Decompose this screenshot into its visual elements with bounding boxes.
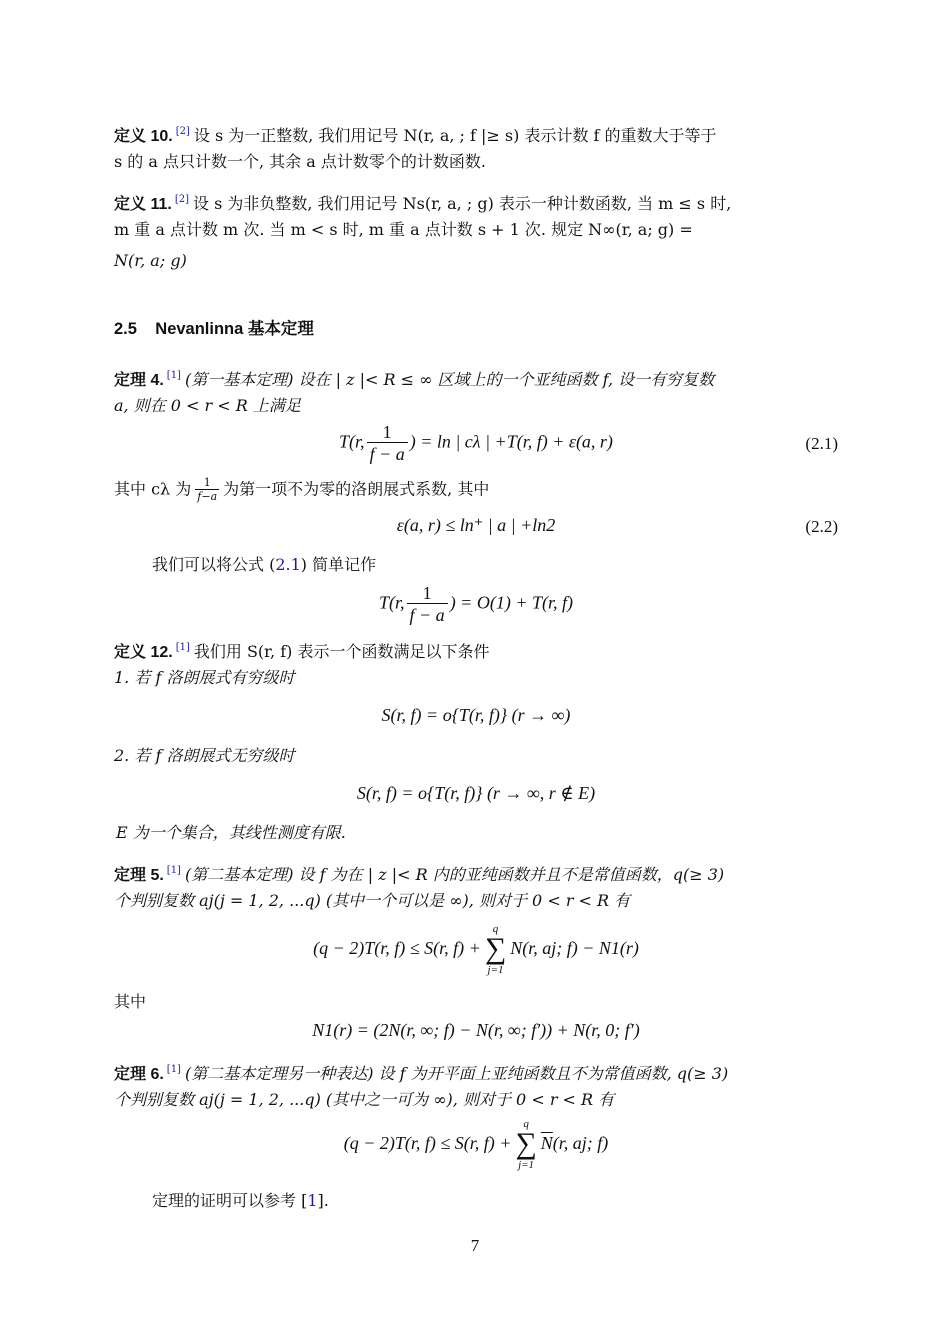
thm5-text-1: (第二基本定理) 设 f 为在 | z |< R 内的亚纯函数并且不是常值函数，q(≥ 3)	[184, 865, 725, 884]
thm6-inequality	[114, 1118, 838, 1172]
equation-2-2: ε(a, r) ≤ ln⁺ | a | +ln2	[396, 515, 556, 535]
proof-ref-b: ].	[317, 1191, 329, 1210]
thm6-label: 定理 6.	[114, 1066, 164, 1083]
equation-2-1	[114, 422, 838, 465]
proof-ref-link[interactable]: 1	[307, 1191, 318, 1210]
eq1-rhs: ) = ln | cλ | +T(r, f) + ε(a, r)	[409, 431, 613, 452]
thm5-label: 定理 5.	[114, 867, 164, 884]
def12-equation-1: S(r, f) = o{T(r, f)} (r → ∞)	[381, 705, 571, 725]
thm4-inline-fraction	[195, 477, 219, 503]
thm5-where: 其中	[114, 992, 147, 1011]
thm6-line1	[114, 1059, 728, 1086]
sum-upper: q	[492, 923, 499, 935]
inline-frac-numerator: 1	[203, 476, 211, 489]
thm4-line1	[114, 365, 714, 392]
proof-ref-a: 定理的证明可以参考 [	[152, 1191, 308, 1210]
summation-sign-2: q ∑ j=1	[515, 1118, 537, 1171]
inline-frac-denominator: f−a	[197, 490, 218, 503]
eq1-fraction	[367, 422, 408, 465]
eq3-rhs: ) = O(1) + T(r, f)	[449, 592, 573, 613]
formula-note-b: ) 简单记作	[300, 555, 377, 574]
thm5-line1	[114, 860, 724, 887]
def10-citation[interactable]: [2]	[175, 126, 190, 137]
section-number: 2.5	[114, 320, 137, 338]
sum2-lower: j=1	[518, 1159, 535, 1171]
thm5-inequality	[114, 923, 838, 977]
eq1-numerator: 1	[382, 422, 392, 442]
thm6-text-1: (第二基本定理另一种表达) 设 f 为开平面上亚纯函数且不为常值函数, q(≥ 3)	[184, 1064, 729, 1083]
sum2-upper: q	[523, 1118, 529, 1130]
section-heading	[114, 315, 314, 339]
def12-item1: 1. 若 f 洛朗展式有穷级时	[114, 668, 295, 687]
eq3-fraction	[407, 583, 448, 626]
def11-label: 定义 11.	[114, 196, 172, 213]
def11-citation[interactable]: [2]	[174, 194, 189, 205]
thm6-citation[interactable]: [1]	[166, 1064, 181, 1075]
equation-short	[114, 583, 838, 626]
formula-note-a: 我们可以将公式 (	[152, 555, 276, 574]
eq1-denominator: f − a	[367, 442, 408, 465]
thm4-label: 定理 4.	[114, 372, 164, 389]
thm5-line2: 个判别复数 aj(j = 1, 2, ...q) (其中一个可以是 ∞), 则对于 0 < r < R 有	[114, 891, 631, 910]
summation-sign: q ∑ j=1	[484, 923, 507, 976]
thm5-equation-2: N1(r) = (2N(r, ∞; f) − N(r, ∞; f′)) + N(r, 0; f′)	[312, 1020, 640, 1040]
thm4-line3	[114, 477, 489, 503]
eq2-number: (2.2)	[805, 517, 838, 536]
def10-text-1: 设 s 为一正整数, 我们用记号 N(r, a, ; f |≥ s) 表示计数 f 的重数大于等于	[193, 126, 717, 145]
thm6-eq-lhs: (q − 2)T(r, f) ≤ S(r, f) +	[343, 1133, 512, 1154]
def11-line2: m 重 a 点计数 m 次. 当 m < s 时, m 重 a 点计数 s + 1 次. 规定 N∞(r, a; g) =	[114, 220, 693, 239]
formula-note	[152, 554, 376, 576]
def12-text-1: 我们用 S(r, f) 表示一个函数满足以下条件	[193, 642, 490, 661]
def10-line1	[114, 121, 717, 148]
proof-reference	[152, 1190, 329, 1212]
thm6-eq-nbar: $\overline{N}$	[540, 1133, 553, 1154]
eq1-number: (2.1)	[805, 434, 838, 453]
thm5-eq-rhs: N(r, aj; f) − N1(r)	[510, 938, 639, 959]
def12-citation[interactable]: [1]	[175, 642, 190, 653]
def12-label: 定义 12.	[114, 644, 173, 661]
def10-label: 定义 10.	[114, 128, 173, 145]
eq3-lhs: T(r,	[379, 592, 405, 613]
thm6-eq-rhs: (r, aj; f)	[552, 1133, 609, 1154]
thm4-text-1: (第一基本定理) 设在 | z |< R ≤ ∞ 区域上的一个亚纯函数 f, 设一有穷复数	[184, 370, 715, 389]
thm4-line3-b: 为第一项不为零的洛朗展式系数, 其中	[223, 479, 490, 499]
def11-line1	[114, 189, 731, 216]
sum-lower: j=1	[487, 964, 504, 976]
def10-line2: s 的 a 点只计数一个, 其余 a 点计数零个的计数函数.	[114, 152, 486, 171]
def11-line3: N(r, a; g)	[114, 251, 187, 270]
eq3-numerator: 1	[422, 583, 432, 603]
thm6-line2: 个判别复数 aj(j = 1, 2, ...q) (其中之一可为 ∞), 则对于 0 < r < R 有	[114, 1090, 615, 1109]
def11-text-1: 设 s 为非负整数, 我们用记号 Ns(r, a, ; g) 表示一种计数函数, 当 m ≤ s 时,	[192, 194, 732, 213]
def12-note: E 为一个集合，其线性测度有限.	[116, 823, 346, 842]
thm5-citation[interactable]: [1]	[166, 865, 181, 876]
def12-line1	[114, 637, 489, 664]
section-title: Nevanlinna 基本定理	[155, 320, 314, 338]
eq1-lhs: T(r,	[339, 431, 365, 452]
thm5-eq-lhs: (q − 2)T(r, f) ≤ S(r, f) +	[313, 938, 481, 959]
def12-item2: 2. 若 f 洛朗展式无穷级时	[114, 746, 295, 765]
thm4-line3-a: 其中 cλ 为	[114, 479, 192, 499]
def12-equation-2: S(r, f) = o{T(r, f)} (r → ∞, r ∉ E)	[356, 783, 596, 803]
thm4-citation[interactable]: [1]	[166, 370, 181, 381]
formula-ref-link[interactable]: 2.1	[275, 555, 301, 574]
thm4-line2: a, 则在 0 < r < R 上满足	[114, 396, 301, 415]
eq3-denominator: f − a	[407, 603, 448, 626]
page-number: 7	[470, 1236, 480, 1255]
